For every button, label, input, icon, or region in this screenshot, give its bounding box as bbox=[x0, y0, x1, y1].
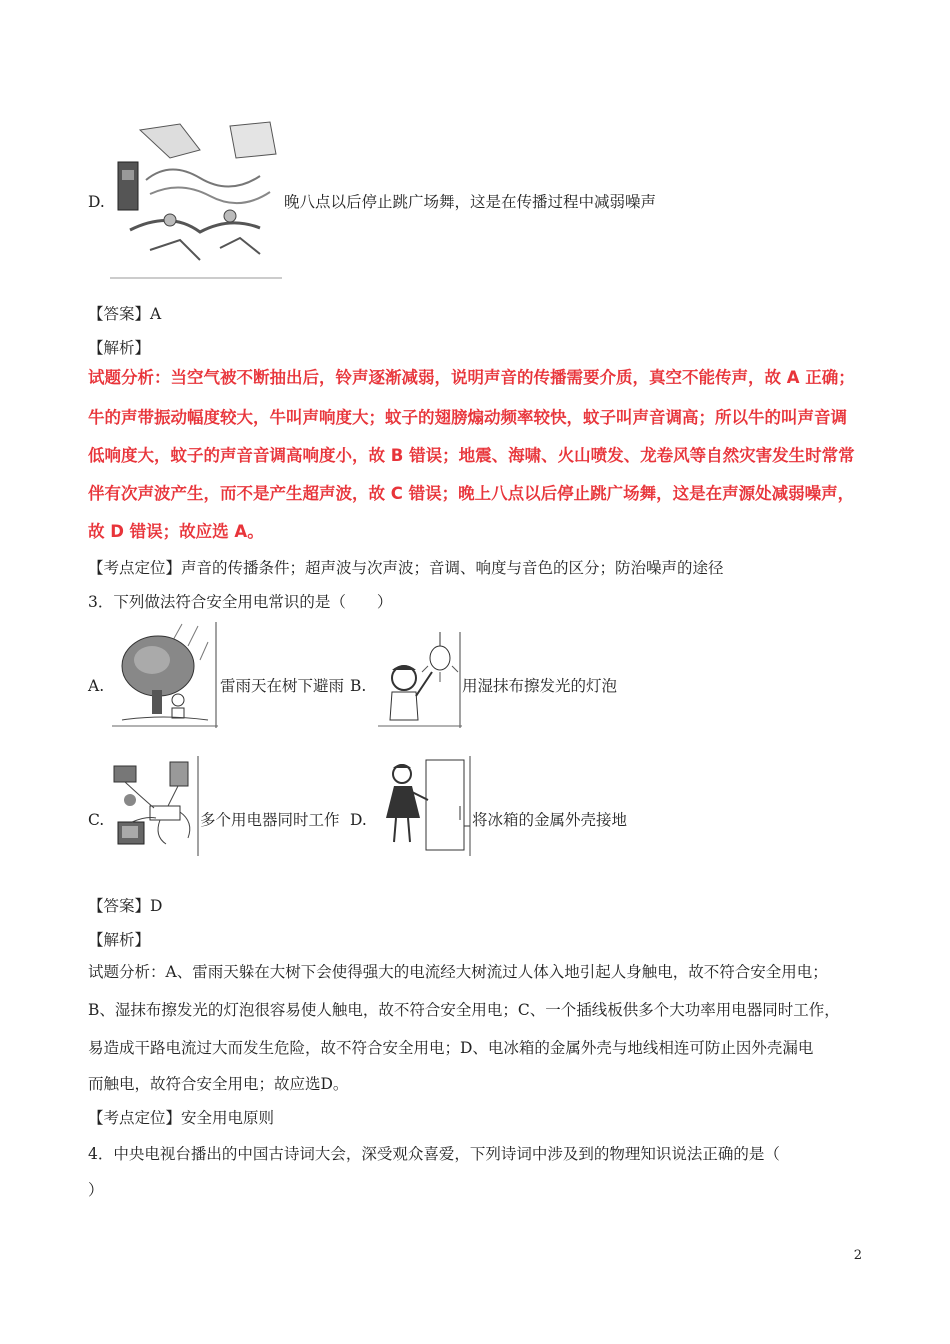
q4-stem-line-2: ） bbox=[88, 1181, 104, 1199]
q3-analysis-line-3: 易造成干路电流过大而发生危险，故不符合安全用电；D、电冰箱的金属外壳与地线相连可防止因外壳漏电 bbox=[88, 1039, 814, 1057]
q3-option-a-text: 雷雨天在树下避雨 bbox=[220, 677, 345, 695]
q3-option-b-text: 用湿抹布擦发光的灯泡 bbox=[462, 677, 618, 695]
q4-stem-line-1: 4．中央电视台播出的中国古诗词大会，深受观众喜爱，下列诗词中涉及到的物理知识说法正确的是（ bbox=[88, 1145, 780, 1163]
q3-analysis-heading: 【解析】 bbox=[88, 931, 151, 949]
q3-option-d-label: D. bbox=[350, 811, 367, 829]
q2-analysis-line-5: 故 D 错误；故应选 A。 bbox=[88, 522, 264, 541]
q2-analysis-line-1: 试题分析：当空气被不断抽出后，铃声逐渐减弱，说明声音的传播需要介质，真空不能传声，故 A 正确； bbox=[88, 368, 855, 387]
q3-analysis-line-4: 而触电，故符合安全用电；故应选D。 bbox=[88, 1075, 349, 1093]
q3-analysis-line-2: B、湿抹布擦发光的灯泡很容易使人触电，故不符合安全用电；C、一个插线板供多个大功率用电器同时工作， bbox=[88, 1001, 840, 1019]
q3-option-c-text: 多个用电器同时工作 bbox=[200, 811, 340, 829]
square-dance-figure bbox=[110, 120, 282, 280]
q3-option-c bbox=[88, 810, 628, 830]
q2-analysis-heading: 【解析】 bbox=[88, 339, 151, 357]
q3-option-c-label: C. bbox=[88, 811, 105, 829]
page-number: 2 bbox=[853, 1248, 862, 1263]
q3-option-a-label: A. bbox=[88, 677, 105, 695]
q2-answer: 【答案】A bbox=[88, 305, 162, 323]
q3-analysis-line-1: 试题分析：A、雷雨天躲在大树下会使得强大的电流经大树流过人体入地引起人身触电，故不符合安全用电； bbox=[88, 963, 828, 981]
appliances-socket-icon bbox=[110, 756, 200, 856]
q2-kaodian: 【考点定位】声音的传播条件；超声波与次声波；音调、响度与音色的区分；防治噪声的途径 bbox=[88, 559, 724, 577]
fridge-girl-icon bbox=[380, 756, 472, 856]
q2-analysis-line-2: 牛的声带振动幅度较大，牛叫声响度大；蚊子的翅膀煽动频率较快，蚊子叫声音调高；所以牛的叫声音调 bbox=[88, 408, 847, 427]
tree-rain-icon bbox=[112, 622, 218, 728]
lightbulb-wiping-icon bbox=[378, 632, 462, 728]
q3-kaodian: 【考点定位】安全用电原则 bbox=[88, 1109, 275, 1127]
q3-option-b-label: B. bbox=[350, 677, 367, 695]
q2-option-d-text: 晚八点以后停止跳广场舞，这是在传播过程中减弱噪声 bbox=[284, 193, 657, 211]
q3-stem: 3．下列做法符合安全用电常识的是（ ） bbox=[88, 593, 393, 611]
q3-option-a bbox=[88, 676, 618, 696]
q3-answer: 【答案】D bbox=[88, 897, 163, 915]
q2-analysis-line-3: 低响度大，蚊子的声音音调高响度小，故 B 错误；地震、海啸、火山喷发、龙卷风等自然灾害发生时常常 bbox=[88, 446, 855, 465]
q2-analysis-line-4: 伴有次声波产生，而不是产生超声波，故 C 错误；晚上八点以后停止跳广场舞，这是在声源处减弱噪声， bbox=[88, 484, 855, 503]
q3-option-d-text: 将冰箱的金属外壳接地 bbox=[472, 811, 628, 829]
q2-option-d: D. 晚八点以后停止跳广场舞，这是在传播过程中减弱噪声 bbox=[88, 193, 657, 211]
